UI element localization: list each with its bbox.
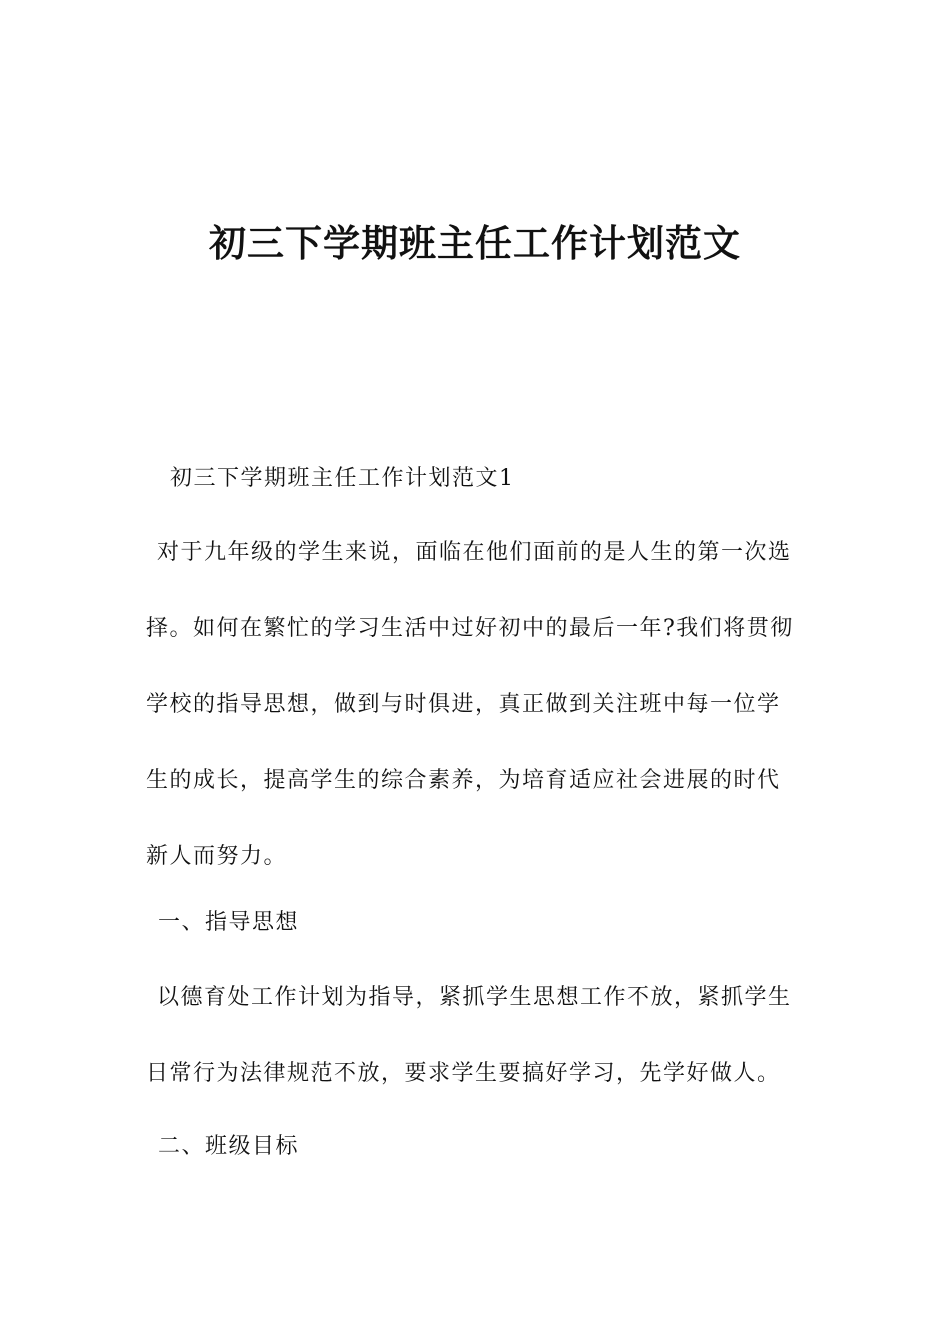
paragraph-line: 新人而努力。 bbox=[146, 844, 288, 869]
paragraph-line: 以德育处工作计划为指导，紧抓学生思想工作不放，紧抓学生 bbox=[157, 985, 792, 1010]
sub-heading: 初三下学期班主任工作计划范文1 bbox=[170, 466, 515, 491]
paragraph-line: 对于九年级的学生来说，面临在他们面前的是人生的第一次选 bbox=[157, 540, 792, 565]
section-heading-guiding-ideology: 一、指导思想 bbox=[158, 910, 300, 935]
paragraph-guiding-ideology bbox=[146, 973, 808, 1099]
paragraph-line: 日常行为法律规范不放，要求学生要搞好学习，先学好做人。 bbox=[146, 1061, 781, 1086]
paragraph-line: 生的成长，提高学生的综合素养，为培育适应社会进展的时代 bbox=[146, 768, 781, 793]
document-title: 初三下学期班主任工作计划范文 bbox=[209, 222, 741, 265]
paragraph-line: 择。如何在繁忙的学习生活中过好初中的最后一年?我们将贯彻 bbox=[146, 616, 794, 641]
paragraph-line: 学校的指导思想，做到与时俱进，真正做到关注班中每一位学 bbox=[146, 692, 781, 717]
section-heading-class-goals: 二、班级目标 bbox=[158, 1134, 300, 1159]
paragraph-intro bbox=[146, 528, 808, 882]
